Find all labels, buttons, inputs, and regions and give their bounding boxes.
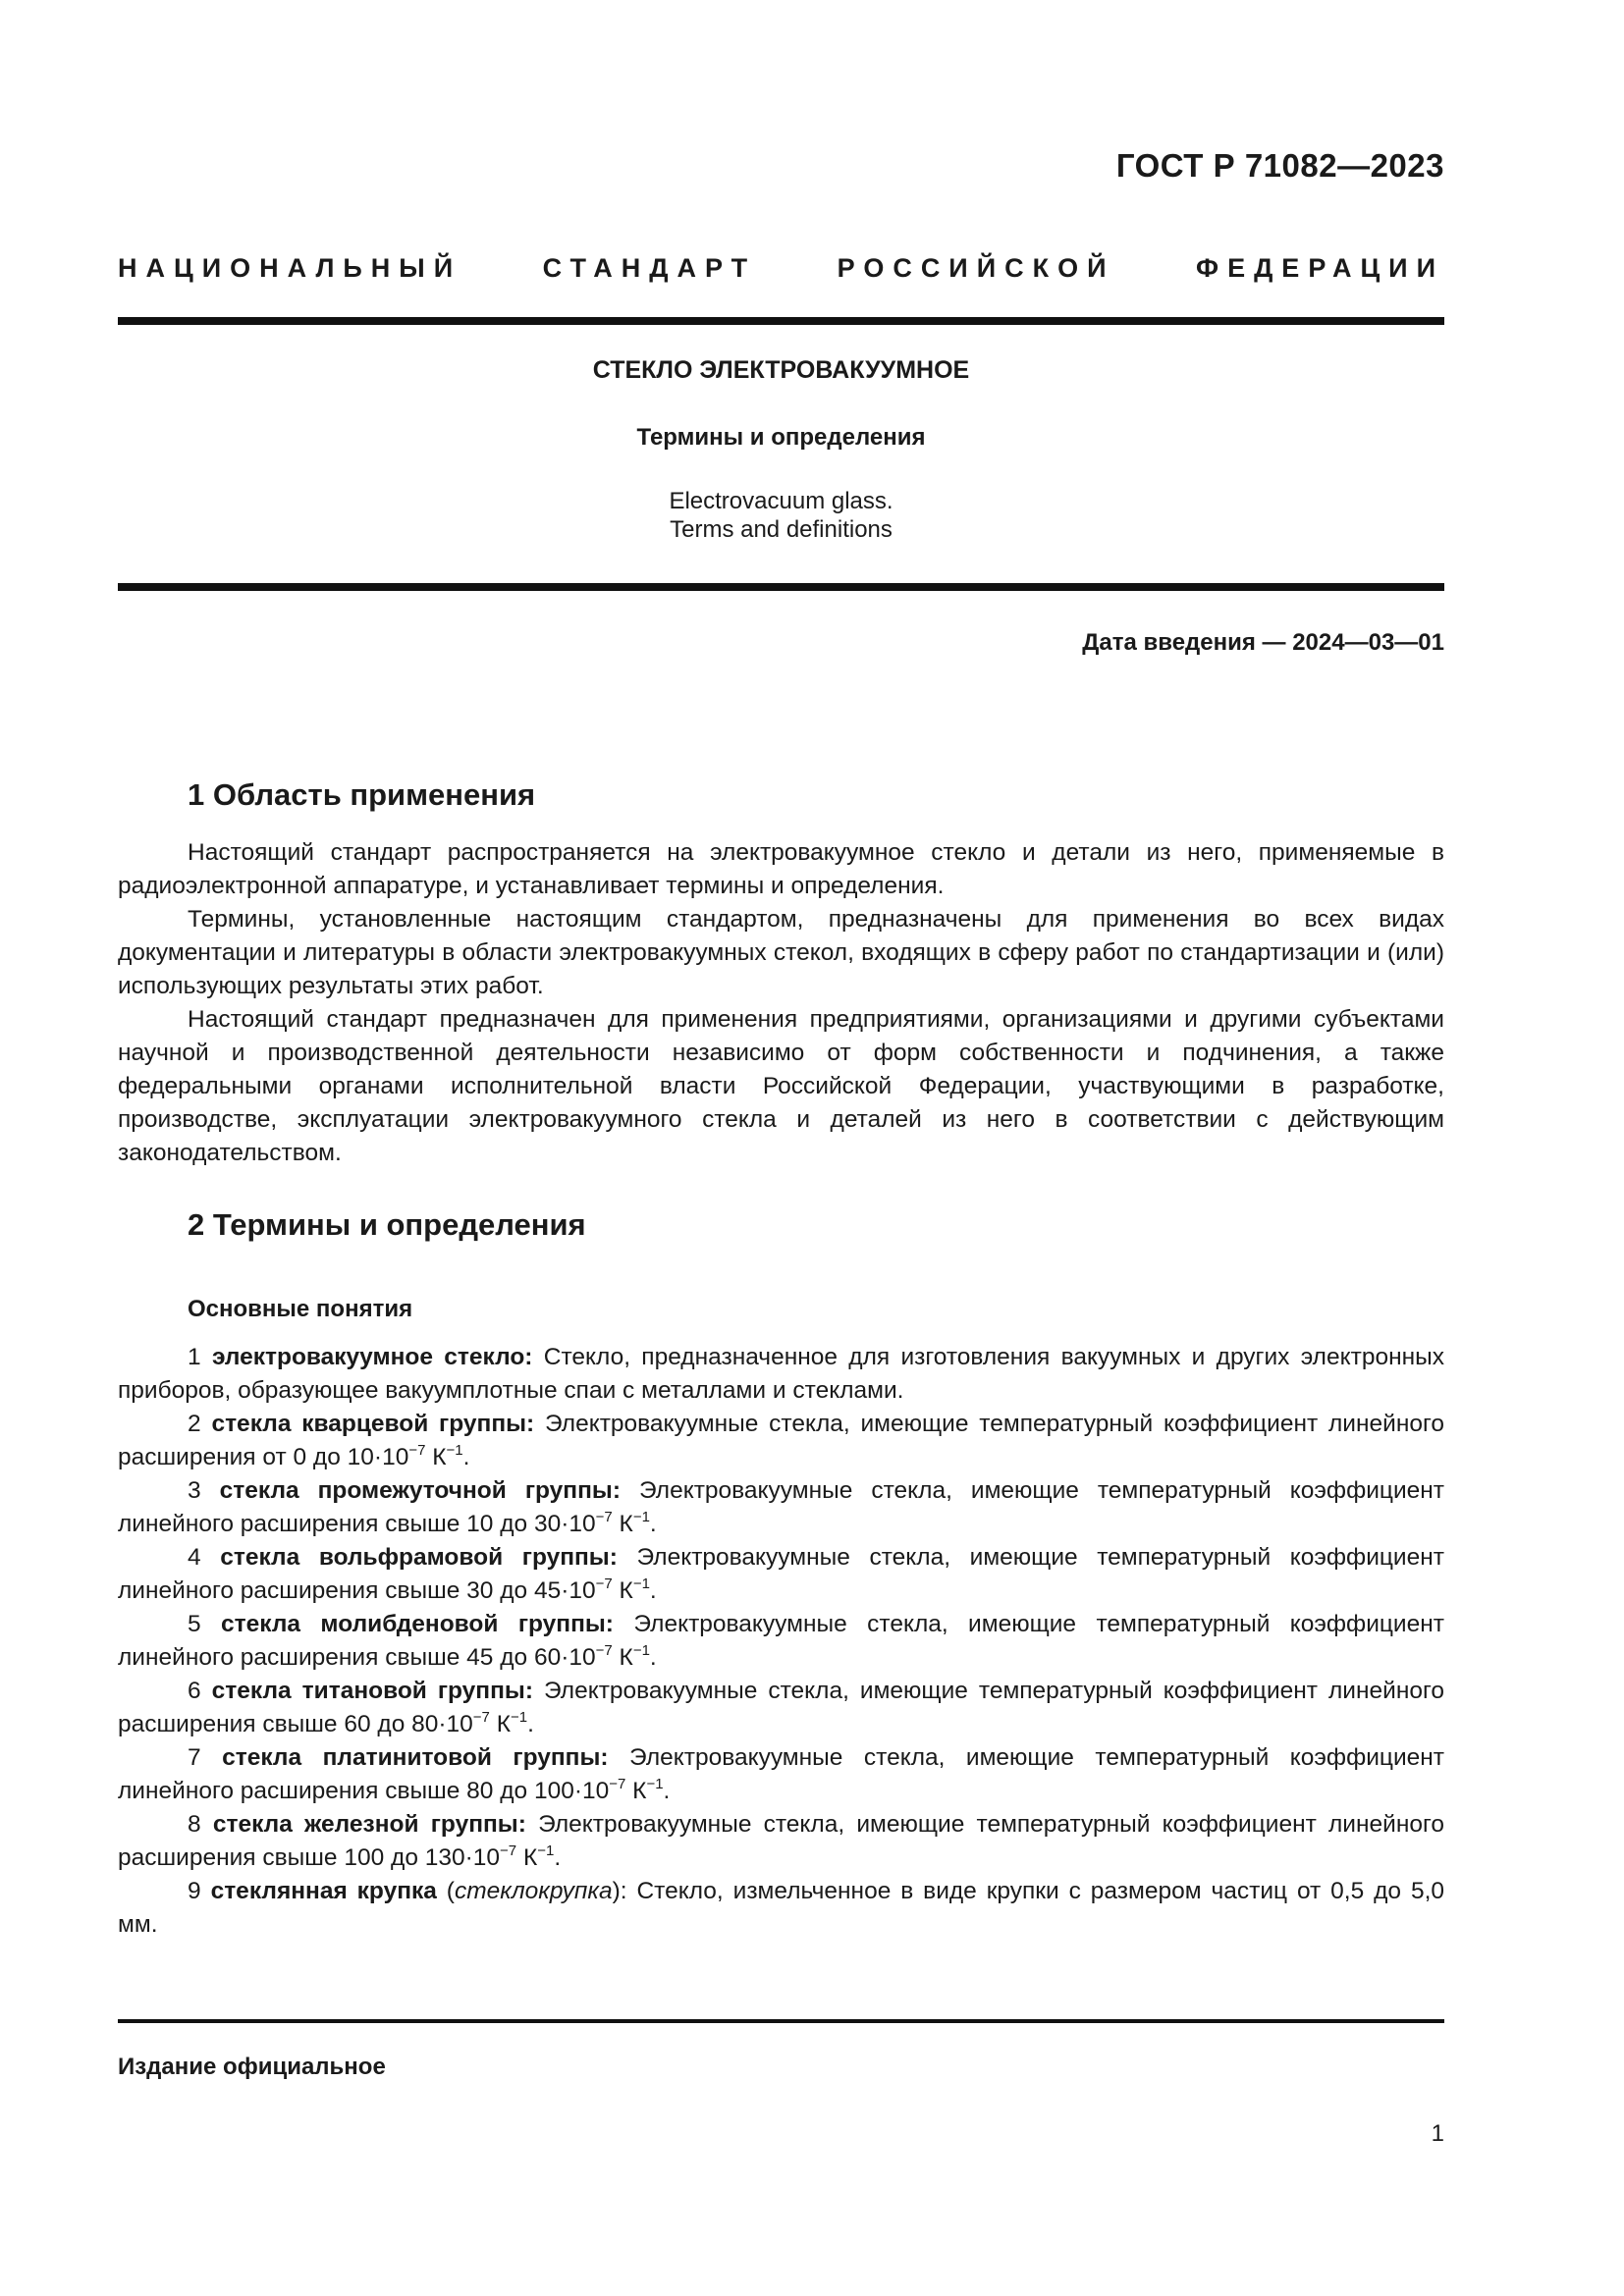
english-title-line-1: Electrovacuum glass. [669, 488, 893, 514]
term-name: стекла платинитовой группы: [222, 1744, 609, 1771]
term-entry [118, 1541, 1444, 1608]
title-divider [118, 583, 1444, 591]
term-entry [118, 1741, 1444, 1808]
term-name: электровакуумное стекло: [211, 1344, 533, 1370]
term-number: 7 [188, 1744, 201, 1771]
unit-exponent: −1 [511, 1709, 528, 1726]
document-subtitle: Термины и определения [636, 424, 926, 451]
document-code: ГОСТ Р 71082—2023 [1115, 147, 1444, 184]
term-name: стекла кварцевой группы: [211, 1411, 535, 1437]
term-tail: . [462, 1444, 470, 1470]
term-definition: Электровакуумные стекла, имеющие температурный коэффициент линейного расширения от 0 до 10·10 [118, 1411, 1445, 1470]
section-2-subheading: Основные понятия [188, 1296, 413, 1322]
term-name: стеклянная крупка [210, 1878, 437, 1904]
unit-exponent: −1 [632, 1575, 650, 1592]
term-name: стекла титановой группы: [211, 1678, 533, 1704]
term-definition: Электровакуумные стекла, имеющие температурный коэффициент линейного расширения свыше 10 до 30·10 [118, 1477, 1445, 1537]
term-number: 3 [188, 1477, 201, 1504]
exponent: −7 [595, 1575, 613, 1592]
unit: К [612, 1644, 633, 1671]
unit-exponent: −1 [632, 1642, 650, 1659]
term-tail: . [663, 1778, 671, 1804]
exponent: −7 [609, 1776, 626, 1792]
term-entry [118, 1408, 1444, 1474]
exponent: −7 [408, 1442, 426, 1459]
exponent: −7 [595, 1509, 613, 1525]
top-divider [118, 317, 1444, 325]
term-alternative: стеклокрупка [454, 1878, 613, 1904]
unit: К [625, 1778, 647, 1804]
english-title [118, 487, 1444, 544]
term-definition: Электровакуумные стекла, имеющие температурный коэффициент линейного расширения свыше 45 до 60·10 [118, 1611, 1444, 1671]
term-definition: Стекло, предназначенное для изготовления вакуумных и других электронных приборов, образующее вакуумплотные спаи с металлами и стеклами. [118, 1344, 1444, 1404]
term-definition: Электровакуумные стекла, имеющие температурный коэффициент линейного расширения свыше 60 до 80·10 [118, 1678, 1445, 1737]
unit: К [425, 1444, 447, 1470]
term-number: 1 [188, 1344, 201, 1370]
term-number: 5 [188, 1611, 201, 1637]
term-name: стекла вольфрамовой группы: [220, 1544, 618, 1571]
term-number: 4 [188, 1544, 201, 1571]
term-definition: Электровакуумные стекла, имеющие температурный коэффициент линейного расширения свыше 80 до 100·10 [118, 1744, 1445, 1804]
footer-divider [118, 2019, 1444, 2023]
term-number: 9 [188, 1878, 201, 1904]
term-entry [118, 1808, 1444, 1875]
term-name: стекла железной группы: [212, 1811, 526, 1838]
unit-exponent: −1 [446, 1442, 463, 1459]
term-definition: Стекло, измельченное в виде крупки с размером частиц от 0,5 до 5,0 мм. [118, 1878, 1445, 1938]
paragraph: Настоящий стандарт предназначен для применения предприятиями, организациями и другими субъектами научной и производственной деятельности независимо от форм собственности и подчинения, а также федеральными органами исполнительной власти Российской Федерации, участвующими в разработке, производстве, эксплуатации электровакуумного стекла и деталей из него в соответствии с действующим законодательством. [118, 1006, 1444, 1166]
term-entry [118, 1608, 1444, 1675]
page-number: 1 [1431, 2120, 1444, 2147]
terms-list [0, 1341, 1445, 1942]
term-definition: Электровакуумные стекла, имеющие температурный коэффициент линейного расширения свыше 30 до 45·10 [118, 1544, 1444, 1604]
term-number: 6 [188, 1678, 201, 1704]
national-standard-banner: НАЦИОНАЛЬНЫЙ СТАНДАРТ РОССИЙСКОЙ ФЕДЕРАЦИИ [118, 253, 1444, 283]
section-1-heading: 1 Область применения [188, 777, 536, 812]
unit-exponent: −1 [632, 1509, 650, 1525]
term-tail: . [554, 1844, 562, 1871]
term-entry [118, 1474, 1444, 1541]
term-tail: . [649, 1644, 657, 1671]
unit: К [516, 1844, 538, 1871]
paragraph: Настоящий стандарт распространяется на электровакуумное стекло и детали из него, применяемые в радиоэлектронной аппаратуре, и устанавливает термины и определения. [118, 839, 1444, 899]
term-tail: . [649, 1511, 657, 1537]
term-entry [118, 1341, 1444, 1408]
term-number: 8 [188, 1811, 201, 1838]
term-name: стекла молибденовой группы: [221, 1611, 614, 1637]
unit-exponent: −1 [646, 1776, 664, 1792]
section-1-body [0, 836, 1444, 1170]
exponent: −7 [500, 1842, 517, 1859]
term-tail: . [649, 1577, 657, 1604]
unit-exponent: −1 [537, 1842, 555, 1859]
exponent: −7 [595, 1642, 613, 1659]
paragraph: Термины, установленные настоящим стандартом, предназначены для применения во всех видах документации и литературы в области электровакуумных стекол, входящих в сферу работ по стандартизации и (или) использующих результаты этих работ. [118, 906, 1444, 999]
term-tail: . [527, 1711, 534, 1737]
exponent: −7 [472, 1709, 490, 1726]
unit: К [612, 1577, 633, 1604]
document-title: СТЕКЛО ЭЛЕКТРОВАКУУМНОЕ [592, 356, 970, 384]
term-name: стекла промежуточной группы: [219, 1477, 621, 1504]
term-definition: Электровакуумные стекла, имеющие температурный коэффициент линейного расширения свыше 100 до 130·10 [118, 1811, 1445, 1871]
term-number: 2 [188, 1411, 201, 1437]
english-title-line-2: Terms and definitions [670, 516, 893, 543]
term-entry [118, 1675, 1444, 1741]
official-edition-label: Издание официальное [118, 2054, 386, 2080]
unit: К [612, 1511, 633, 1537]
term-entry: 9 стеклянная крупка (стеклокрупка): Стекло, измельченное в виде крупки с размером частиц от 0,5 до 5,0 мм. [118, 1878, 1445, 1938]
section-2-heading: 2 Термины и определения [188, 1207, 586, 1242]
introduction-date: Дата введения — 2024—03—01 [1082, 629, 1444, 656]
unit: К [489, 1711, 511, 1737]
